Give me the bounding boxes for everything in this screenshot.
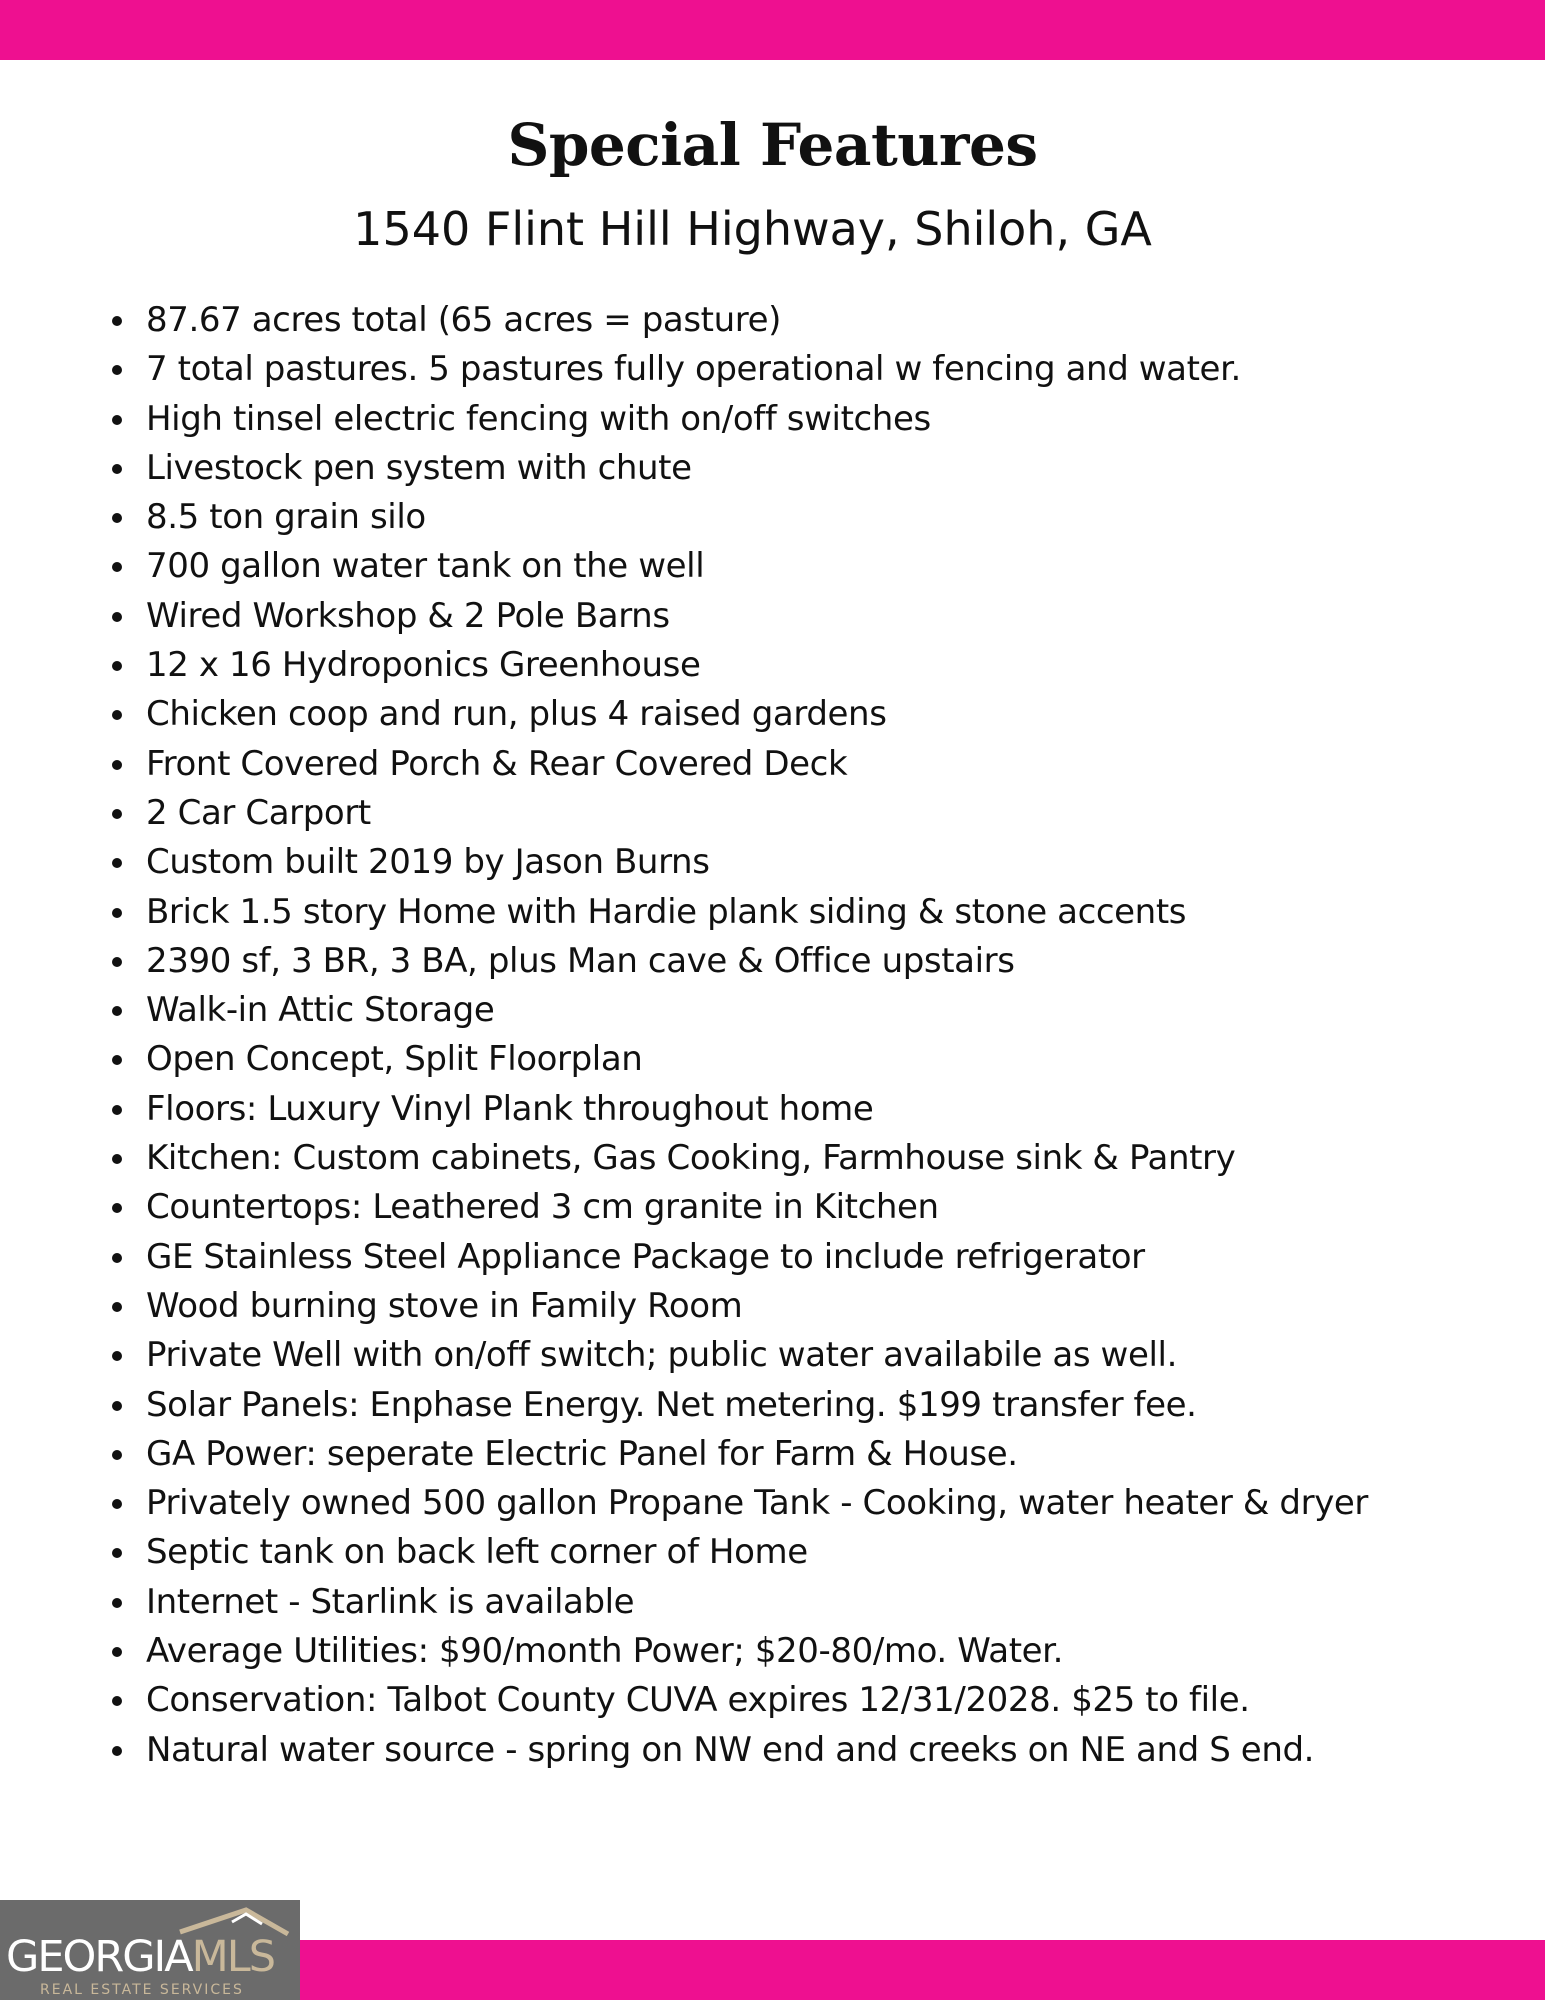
feature-text: 2390 sf, 3 BR, 3 BA, plus Man cave & Office upstairs	[146, 940, 1015, 981]
feature-text: High tinsel electric fencing with on/off switches	[146, 398, 931, 439]
feature-text: Solar Panels: Enphase Energy. Net metering. $199 transfer fee.	[146, 1384, 1197, 1425]
feature-item	[110, 1676, 1430, 1725]
feature-item	[110, 296, 1430, 345]
feature-item	[110, 838, 1430, 887]
feature-text: Livestock pen system with chute	[146, 447, 692, 488]
feature-text: 8.5 ton grain silo	[146, 497, 426, 538]
feature-item	[110, 542, 1430, 591]
feature-item	[110, 789, 1430, 838]
feature-item	[110, 1381, 1430, 1430]
feature-item	[110, 592, 1430, 641]
logo-wordmark	[6, 1934, 300, 1980]
feature-text: Average Utilities: $90/month Power; $20-80/mo. Water.	[146, 1631, 1064, 1672]
logo-word-georgia: GEORGIA	[6, 1932, 192, 1982]
bullet-icon	[112, 858, 122, 868]
feature-text: Conservation: Talbot County CUVA expires 12/31/2028. $25 to file.	[146, 1680, 1250, 1721]
feature-text: Natural water source - spring on NW end and creeks on NE and S end.	[146, 1729, 1315, 1770]
feature-item	[110, 1726, 1430, 1775]
feature-text: Wood burning stove in Family Room	[146, 1285, 743, 1326]
bullet-icon	[112, 760, 122, 770]
feature-text: Brick 1.5 story Home with Hardie plank siding & stone accents	[146, 891, 1187, 932]
feature-item	[110, 986, 1430, 1035]
feature-text: Septic tank on back left corner of Home	[146, 1532, 808, 1573]
feature-item	[110, 1134, 1430, 1183]
bullet-icon	[112, 1105, 122, 1115]
feature-text: 700 gallon water tank on the well	[146, 546, 705, 587]
bullet-icon	[112, 464, 122, 474]
top-accent-bar	[0, 0, 1545, 60]
feature-text: Wired Workshop & 2 Pole Barns	[146, 595, 670, 636]
feature-text: Chicken coop and run, plus 4 raised gardens	[146, 694, 887, 735]
logo-word-mls: MLS	[191, 1932, 274, 1982]
page-title: Special Features	[507, 111, 1038, 179]
feature-item	[110, 1430, 1430, 1479]
bullet-icon	[112, 1401, 122, 1411]
bullet-icon	[112, 1746, 122, 1756]
bullet-icon	[112, 562, 122, 572]
feature-item	[110, 641, 1430, 690]
bullet-icon	[112, 1006, 122, 1016]
georgia-mls-logo	[0, 1900, 300, 2000]
feature-text: Private Well with on/off switch; public water availabile as well.	[146, 1335, 1177, 1376]
bullet-icon	[112, 365, 122, 375]
feature-item	[110, 1085, 1430, 1134]
bullet-icon	[112, 1154, 122, 1164]
bullet-icon	[112, 316, 122, 326]
feature-text: Open Concept, Split Floorplan	[146, 1039, 643, 1080]
feature-item	[110, 1183, 1430, 1232]
feature-item	[110, 345, 1430, 394]
feature-text: 87.67 acres total (65 acres = pasture)	[146, 300, 781, 340]
feature-text: Walk-in Attic Storage	[146, 990, 495, 1031]
feature-text: Kitchen: Custom cabinets, Gas Cooking, Farmhouse sink & Pantry	[146, 1138, 1236, 1179]
bullet-icon	[112, 809, 122, 819]
bullet-icon	[112, 1647, 122, 1657]
bullet-icon	[112, 1450, 122, 1460]
feature-item	[110, 740, 1430, 789]
feature-text: Privately owned 500 gallon Propane Tank - Cooking, water heater & dryer	[146, 1483, 1369, 1524]
logo-subtitle: REAL ESTATE SERVICES	[40, 1982, 244, 1998]
feature-item	[110, 1331, 1430, 1380]
bullet-icon	[112, 1696, 122, 1706]
feature-item	[110, 395, 1430, 444]
bullet-icon	[112, 957, 122, 967]
bullet-icon	[112, 1055, 122, 1065]
bullet-icon	[112, 1548, 122, 1558]
bullet-icon	[112, 1253, 122, 1263]
feature-text: Floors: Luxury Vinyl Plank throughout home	[146, 1088, 874, 1129]
feature-item	[110, 1282, 1430, 1331]
feature-item	[110, 1479, 1430, 1528]
feature-item	[110, 1528, 1430, 1577]
feature-text: Countertops: Leathered 3 cm granite in Kitchen	[146, 1187, 939, 1228]
bullet-icon	[112, 1351, 122, 1361]
feature-text: Internet - Starlink is available	[146, 1581, 635, 1622]
feature-text: 7 total pastures. 5 pastures fully operational w fencing and water.	[146, 349, 1241, 390]
feature-text: Front Covered Porch & Rear Covered Deck	[146, 743, 848, 784]
property-address: 1540 Flint Hill Highway, Shiloh, GA	[353, 202, 1152, 256]
bullet-icon	[112, 513, 122, 523]
feature-text: GA Power: seperate Electric Panel for Farm & House.	[146, 1433, 1018, 1474]
bullet-icon	[112, 1203, 122, 1213]
bullet-icon	[112, 1302, 122, 1312]
feature-item	[110, 1035, 1430, 1084]
feature-item	[110, 444, 1430, 493]
feature-item	[110, 1627, 1430, 1676]
feature-item	[110, 690, 1430, 739]
feature-text: GE Stainless Steel Appliance Package to include refrigerator	[146, 1236, 1145, 1277]
bullet-icon	[112, 908, 122, 918]
bullet-icon	[112, 1598, 122, 1608]
feature-text: 12 x 16 Hydroponics Greenhouse	[146, 645, 701, 686]
feature-item	[110, 493, 1430, 542]
bullet-icon	[112, 710, 122, 720]
features-list	[110, 296, 1430, 1775]
bullet-icon	[112, 612, 122, 622]
feature-item	[110, 888, 1430, 937]
feature-item	[110, 937, 1430, 986]
bullet-icon	[112, 415, 122, 425]
feature-item	[110, 1233, 1430, 1282]
feature-item	[110, 1578, 1430, 1627]
bullet-icon	[112, 661, 122, 671]
feature-text: Custom built 2019 by Jason Burns	[146, 842, 710, 883]
feature-text: 2 Car Carport	[146, 792, 371, 833]
bullet-icon	[112, 1499, 122, 1509]
